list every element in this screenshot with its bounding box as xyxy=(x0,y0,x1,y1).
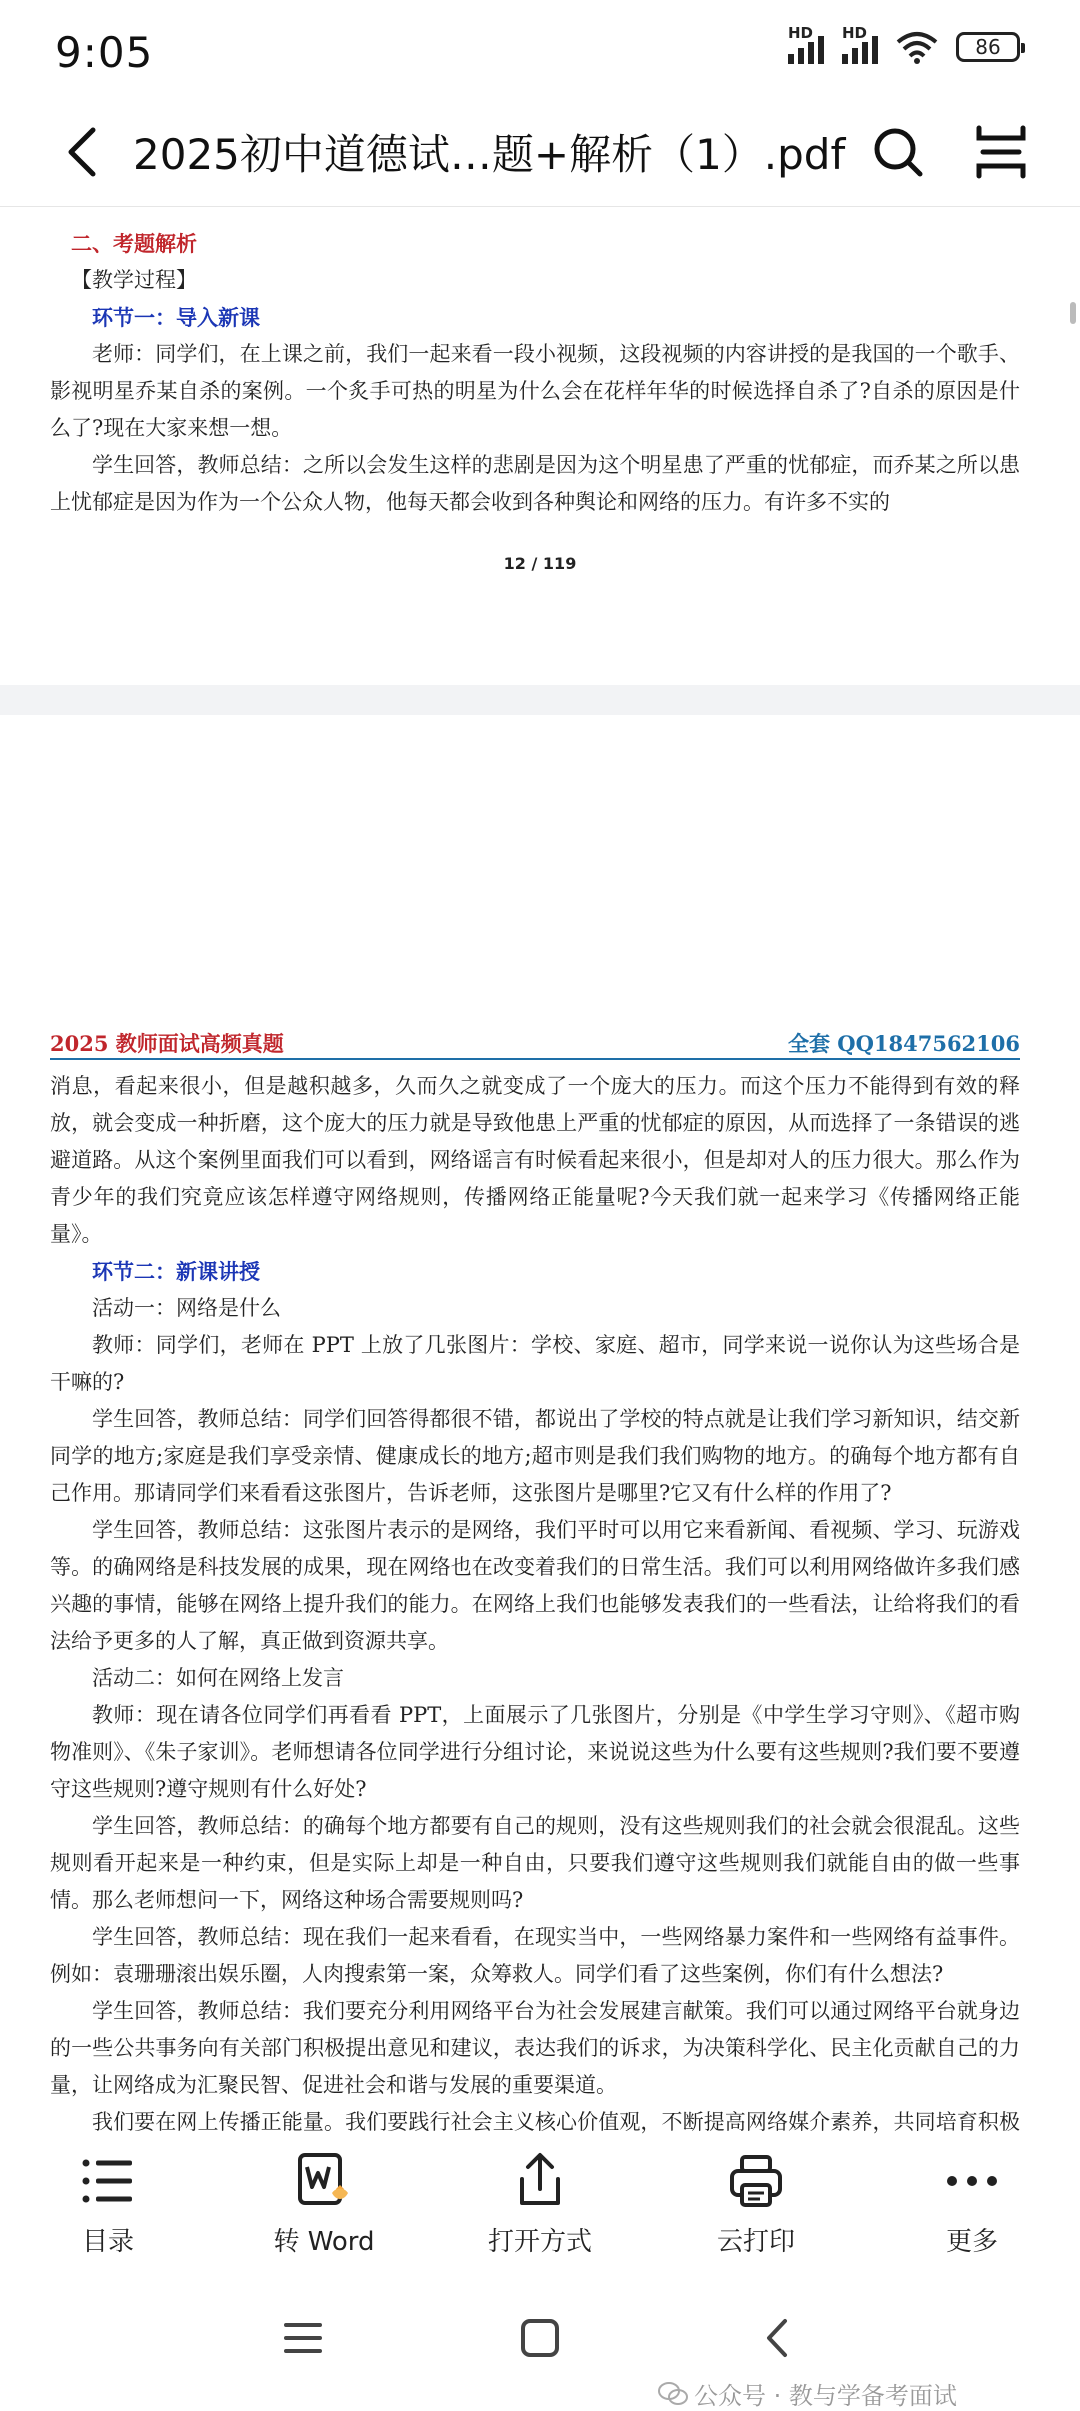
open-with-button[interactable] xyxy=(432,2137,648,2277)
status-icons xyxy=(788,24,1020,64)
paragraph: 学生回答，教师总结：之所以会发生这样的悲剧是因为这个明星患了严重的忧郁症，而乔某之所以患上忧郁症是因为作为一个公众人物，他每天都会收到各种舆论和网络的压力。有许多不实的 xyxy=(50,453,1020,514)
toc-label: 目录 xyxy=(81,2227,134,2257)
paragraph: 学生回答，教师总结：的确每个地方都要有自己的规则，没有这些规则我们的社会就会很混乱。这些规则看开起来是一种约束，但是实际上却是一种自由，只要我们遵守这些规则我们就能自由的做一些事情。那么老师想问一下，网络这种场合需要规则吗? xyxy=(50,1814,1020,1912)
fit-width-icon[interactable] xyxy=(973,122,1029,182)
paragraph: 老师：同学们，在上课之前，我们一起来看一段小视频，这段视频的内容讲授的是我国的一个歌手、影视明星乔某自杀的案例。一个炙手可热的明星为什么会在花样年华的时候选择自杀了?自杀的原因是什么了?现在大家来想一想。 xyxy=(50,342,1020,440)
page-header-right: 全套 QQ1847562106 xyxy=(787,1031,1020,1056)
word-convert-icon xyxy=(292,2149,356,2213)
paragraph: 我们要在网上传播正能量。我们要践行社会主义核心价值观，不断提高网络媒介素养，共同培育积极 xyxy=(92,2110,1020,2134)
more-label: 更多 xyxy=(945,2227,998,2257)
paragraph: 学生回答，教师总结：我们要充分利用网络平台为社会发展建言献策。我们可以通过网络平台就身边的一些公共事务向有关部门积极提出意见和建议，表达我们的诉求，为决策科学化、民主化贡献自己的力量，让网络成为汇聚民智、促进社会和谐与发展的重要渠道。 xyxy=(50,1999,1020,2097)
page-content xyxy=(50,225,1020,521)
convert-word-button[interactable] xyxy=(216,2137,432,2277)
battery-icon: 86 xyxy=(956,32,1020,62)
activity-heading: 活动二：如何在网络上发言 xyxy=(92,1666,344,1690)
bottom-toolbar xyxy=(0,2137,1080,2277)
teaching-process-label: 【教学过程】 xyxy=(71,268,197,292)
more-button[interactable] xyxy=(864,2137,1080,2277)
scrollbar-thumb[interactable] xyxy=(1070,302,1076,324)
page-number: 12 / 119 xyxy=(503,554,577,573)
open-with-label: 打开方式 xyxy=(487,2227,592,2257)
status-bar xyxy=(0,0,1080,100)
toc-button[interactable] xyxy=(0,2137,216,2277)
paragraph: 教师：同学们，老师在 PPT 上放了几张图片：学校、家庭、超市，同学来说一说你认为这些场合是干嘛的? xyxy=(50,1333,1020,1394)
title-bar xyxy=(0,100,1080,207)
more-icon xyxy=(940,2149,1004,2213)
printer-icon xyxy=(724,2149,788,2213)
recents-icon[interactable] xyxy=(280,2315,326,2361)
step-heading: 环节一：导入新课 xyxy=(92,305,260,330)
wifi-icon xyxy=(896,30,938,64)
wechat-icon xyxy=(658,2381,688,2407)
signal-icon-2: HD xyxy=(842,30,878,64)
search-icon[interactable] xyxy=(868,122,928,182)
paragraph: 消息，看起来很小，但是越积越多，久而久之就变成了一个庞大的压力。而这个压力不能得到有效的释放，就会变成一种折磨，这个庞大的压力就是导致他患上严重的忧郁症的原因，从而选择了一条错误的逃避道路。从这个案例里面我们可以看到，网络谣言有时候看起来很小，但是却对人的压力很大。那么作为青少年的我们究竟应该怎样遵守网络规则，传播网络正能量呢?今天我们就一起来学习《传播网络正能量》。 xyxy=(50,1074,1020,1246)
back-nav-icon[interactable] xyxy=(755,2315,801,2361)
paragraph: 教师：现在请各位同学们再看看 PPT，上面展示了几张图片，分别是《中学生学习守则》、《超市购物准则》、《朱子家训》。老师想请各位同学进行分组讨论，来说说这些为什么要有这些规则?我们要不要遵守这些规则?遵守规则有什么好处? xyxy=(50,1703,1020,1801)
header-divider xyxy=(50,1058,1020,1060)
convert-word-label: 转 Word xyxy=(273,2227,375,2257)
back-icon[interactable] xyxy=(55,122,115,182)
cloud-print-label: 云打印 xyxy=(716,2227,795,2257)
share-icon xyxy=(508,2149,572,2213)
pdf-page-12 xyxy=(0,207,1080,685)
pdf-page-13 xyxy=(0,715,1080,2137)
page-content xyxy=(50,1068,1020,2215)
paragraph: 学生回答，教师总结：这张图片表示的是网络，我们平时可以用它来看新闻、看视频、学习、玩游戏等。的确网络是科技发展的成果，现在网络也在改变着我们的日常生活。我们可以利用网络做许多我们感兴趣的事情，能够在网络上提升我们的能力。在网络上我们也能够发表我们的一些看法，让给将我们的看法给予更多的人了解，真正做到资源共享。 xyxy=(50,1518,1020,1653)
wechat-watermark: 公众号 · 教与学备考面试 xyxy=(658,2376,957,2411)
list-icon xyxy=(76,2149,140,2213)
signal-icon: HD xyxy=(788,30,824,64)
activity-heading: 活动一：网络是什么 xyxy=(92,1296,281,1320)
paragraph: 学生回答，教师总结：现在我们一起来看看，在现实当中，一些网络暴力案件和一些网络有益事件。例如：袁珊珊滚出娱乐圈，人肉搜索第一案，众筹救人。同学们看了这些案例，你们有什么想法? xyxy=(50,1925,1020,1986)
page-header-left: 2025 教师面试高频真题 xyxy=(50,1031,284,1056)
section-title: 二、考题解析 xyxy=(71,231,197,256)
cloud-print-button[interactable] xyxy=(648,2137,864,2277)
status-time: 9:05 xyxy=(55,28,154,77)
pdf-viewer[interactable] xyxy=(0,207,1080,2137)
paragraph: 学生回答，教师总结：同学们回答得都很不错，都说出了学校的特点就是让我们学习新知识，结交新同学的地方;家庭是我们享受亲情、健康成长的地方;超市则是我们我们购物的地方。的确每个地方都有自己作用。那请同学们来看看这张图片，告诉老师，这张图片是哪里?它又有什么样的作用了? xyxy=(50,1407,1020,1505)
home-icon[interactable] xyxy=(517,2315,563,2361)
document-title: 2025初中道德试…题+解析（1）.pdf xyxy=(133,130,846,179)
step-heading: 环节二：新课讲授 xyxy=(92,1259,260,1284)
